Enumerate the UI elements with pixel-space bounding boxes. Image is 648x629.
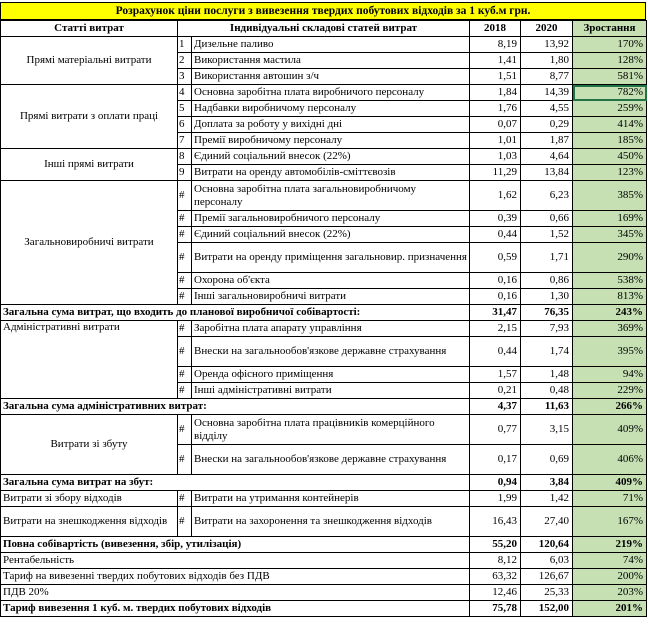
row-item[interactable]: Внески на загальнообов'язкове державне страхування (192, 445, 470, 475)
value-2020[interactable]: 0,66 (521, 211, 573, 227)
value-2018[interactable]: 1,57 (470, 367, 521, 383)
value-growth[interactable]: 259% (573, 101, 647, 117)
value-growth[interactable]: 538% (573, 273, 647, 289)
value-growth[interactable]: 203% (573, 585, 647, 601)
summary-row (1, 585, 647, 601)
value-2020[interactable]: 120,64 (521, 537, 573, 553)
full-cost-label[interactable]: Повна собівартість (вивезення, збір, утилізація) (1, 537, 470, 553)
value-2018[interactable]: 1,62 (470, 181, 521, 211)
value-2018[interactable]: 0,07 (470, 117, 521, 133)
value-growth[interactable]: 409% (573, 475, 647, 491)
value-2018[interactable]: 1,51 (470, 69, 521, 85)
row-item[interactable]: Основна заробітна плата загальновиробничому персоналу (192, 181, 470, 211)
table-row (1, 37, 647, 53)
value-2020[interactable]: 3,84 (521, 475, 573, 491)
tariff-no-vat-label[interactable]: Тариф на вивезенні твердих побутових відходів без ПДВ (1, 569, 470, 585)
value-growth[interactable]: 813% (573, 289, 647, 305)
value-2018[interactable]: 63,32 (470, 569, 521, 585)
value-2018[interactable]: 0,21 (470, 383, 521, 399)
row-item[interactable]: Використання мастила (192, 53, 470, 69)
group-other[interactable]: Інші прямі витрати (1, 149, 178, 181)
value-2020[interactable]: 1,42 (521, 491, 573, 507)
row-item[interactable]: Заробітна плата апарату управління (192, 321, 470, 337)
row-index[interactable]: 5 (178, 101, 192, 117)
row-item[interactable]: Надбавки виробничому персоналу (192, 101, 470, 117)
value-2018[interactable]: 2,15 (470, 321, 521, 337)
value-growth[interactable]: 201% (573, 601, 647, 617)
value-2018[interactable]: 0,59 (470, 243, 521, 273)
value-2020[interactable]: 8,77 (521, 69, 573, 85)
table-row (1, 85, 647, 101)
cost-calculation-sheet (0, 2, 646, 617)
row-item[interactable]: Витрати на оренду автомобілів-сміттєвозів (192, 165, 470, 181)
row-item[interactable]: Витрати на оренду приміщення загальновир. призначення (192, 243, 470, 273)
total-row (1, 601, 647, 617)
value-growth[interactable]: 414% (573, 117, 647, 133)
value-2020[interactable]: 1,71 (521, 243, 573, 273)
table-row (1, 491, 647, 507)
total-sales-label[interactable]: Загальна сума витрат на збут: (1, 475, 470, 491)
value-2020[interactable]: 27,40 (521, 507, 573, 537)
row-item[interactable]: Витрати на захоронення та знешкодження відходів (192, 507, 470, 537)
value-growth[interactable]: 123% (573, 165, 647, 181)
value-2020[interactable]: 11,63 (521, 399, 573, 415)
value-2018[interactable]: 0,39 (470, 211, 521, 227)
value-2018[interactable]: 55,20 (470, 537, 521, 553)
group-material[interactable]: Прямі матеріальні витрати (1, 37, 178, 85)
total-production-label[interactable]: Загальна сума витрат, що входить до планової виробничої собівартості: (1, 305, 470, 321)
table-row (1, 321, 647, 337)
group-collection[interactable]: Витрати зі збору відходів (1, 491, 178, 507)
value-2020[interactable]: 25,33 (521, 585, 573, 601)
table-row (1, 507, 647, 537)
value-2020[interactable]: 1,48 (521, 367, 573, 383)
value-growth[interactable]: 369% (573, 321, 647, 337)
value-2020[interactable]: 126,67 (521, 569, 573, 585)
header-2020[interactable]: 2020 (521, 21, 573, 37)
total-row (1, 537, 647, 553)
value-2020[interactable]: 1,80 (521, 53, 573, 69)
row-index[interactable]: # (178, 383, 192, 399)
value-2020[interactable]: 13,92 (521, 37, 573, 53)
value-2018[interactable]: 0,44 (470, 227, 521, 243)
row-item[interactable]: Витрати на утримання контейнерів (192, 491, 470, 507)
row-index[interactable]: # (178, 337, 192, 367)
row-item[interactable]: Премії виробничому персоналу (192, 133, 470, 149)
row-index[interactable]: # (178, 243, 192, 273)
value-growth[interactable]: 219% (573, 537, 647, 553)
value-2020[interactable]: 14,39 (521, 85, 573, 101)
value-2018[interactable]: 0,77 (470, 415, 521, 445)
sheet-title[interactable]: Розрахунок ціни послуги з вивезення твердих побутових відходів за 1 куб.м грн. (0, 2, 646, 20)
row-index[interactable]: 2 (178, 53, 192, 69)
value-growth[interactable]: 345% (573, 227, 647, 243)
row-item[interactable]: Інші загальновиробничі витрати (192, 289, 470, 305)
row-index[interactable]: # (178, 273, 192, 289)
header-articles[interactable]: Статті витрат (1, 21, 178, 37)
value-2020[interactable]: 4,64 (521, 149, 573, 165)
value-growth[interactable]: 94% (573, 367, 647, 383)
value-growth[interactable]: 185% (573, 133, 647, 149)
header-row (1, 21, 647, 37)
profitability-label[interactable]: Рентабельність (1, 553, 470, 569)
total-row (1, 305, 647, 321)
value-growth-selected[interactable]: 782% (573, 85, 647, 101)
row-index[interactable]: # (178, 491, 192, 507)
row-item[interactable]: Охорона об'єкта (192, 273, 470, 289)
value-2020[interactable]: 13,84 (521, 165, 573, 181)
row-index[interactable]: 8 (178, 149, 192, 165)
value-2018[interactable]: 0,17 (470, 445, 521, 475)
row-item[interactable]: Основна заробітна плата виробничого персоналу (192, 85, 470, 101)
value-2020[interactable]: 4,55 (521, 101, 573, 117)
group-admin[interactable]: Адміністративні витрати (1, 321, 178, 399)
row-item[interactable]: Єдиний соціальний внесок (22%) (192, 227, 470, 243)
row-item[interactable]: Використання автошин з/ч (192, 69, 470, 85)
row-index[interactable]: 4 (178, 85, 192, 101)
value-2020[interactable]: 76,35 (521, 305, 573, 321)
value-2018[interactable]: 1,03 (470, 149, 521, 165)
row-index[interactable]: # (178, 181, 192, 211)
row-item[interactable]: Інші адміністративні витрати (192, 383, 470, 399)
value-2020[interactable]: 6,23 (521, 181, 573, 211)
group-general[interactable]: Загальновиробничі витрати (1, 181, 178, 305)
value-growth[interactable]: 243% (573, 305, 647, 321)
value-2018[interactable]: 16,43 (470, 507, 521, 537)
value-2018[interactable]: 1,99 (470, 491, 521, 507)
row-item[interactable]: Доплата за роботу у вихідні дні (192, 117, 470, 133)
value-growth[interactable]: 170% (573, 37, 647, 53)
row-index[interactable]: # (178, 445, 192, 475)
total-admin-label[interactable]: Загальна сума адміністративних витрат: (1, 399, 470, 415)
vat-label[interactable]: ПДВ 20% (1, 585, 470, 601)
row-item[interactable]: Внески на загальнообов'язкове державне страхування (192, 337, 470, 367)
value-growth[interactable]: 409% (573, 415, 647, 445)
value-growth[interactable]: 406% (573, 445, 647, 475)
value-growth[interactable]: 128% (573, 53, 647, 69)
value-2018[interactable]: 0,44 (470, 337, 521, 367)
value-2018[interactable]: 4,37 (470, 399, 521, 415)
value-growth[interactable]: 229% (573, 383, 647, 399)
group-sales[interactable]: Витрати зі збуту (1, 415, 178, 475)
row-item[interactable]: Оренда офісного приміщення (192, 367, 470, 383)
value-2018[interactable]: 1,41 (470, 53, 521, 69)
value-growth[interactable]: 581% (573, 69, 647, 85)
value-2020[interactable]: 152,00 (521, 601, 573, 617)
value-2018[interactable]: 0,16 (470, 273, 521, 289)
cost-table (0, 20, 647, 617)
table-row (1, 149, 647, 165)
value-growth[interactable]: 385% (573, 181, 647, 211)
value-growth[interactable]: 74% (573, 553, 647, 569)
value-growth[interactable]: 71% (573, 491, 647, 507)
value-2018[interactable]: 75,78 (470, 601, 521, 617)
value-growth[interactable]: 395% (573, 337, 647, 367)
value-2018[interactable]: 1,84 (470, 85, 521, 101)
value-2018[interactable]: 1,76 (470, 101, 521, 117)
row-index[interactable]: # (178, 289, 192, 305)
value-growth[interactable]: 167% (573, 507, 647, 537)
row-index[interactable]: # (178, 415, 192, 445)
row-index[interactable]: # (178, 321, 192, 337)
tariff-label[interactable]: Тариф вивезення 1 куб. м. твердих побутових відходів (1, 601, 470, 617)
row-item[interactable]: Основна заробітна плата працівників комерційного відділу (192, 415, 470, 445)
row-item[interactable]: Єдиний соціальний внесок (22%) (192, 149, 470, 165)
value-2020[interactable]: 0,69 (521, 445, 573, 475)
table-row (1, 181, 647, 211)
summary-row (1, 569, 647, 585)
value-growth[interactable]: 266% (573, 399, 647, 415)
table-row (1, 415, 647, 445)
row-index[interactable]: 6 (178, 117, 192, 133)
value-growth[interactable]: 200% (573, 569, 647, 585)
group-labor[interactable]: Прямі витрати з оплати праці (1, 85, 178, 149)
value-2020[interactable]: 0,29 (521, 117, 573, 133)
row-index[interactable]: 3 (178, 69, 192, 85)
total-row (1, 399, 647, 415)
value-2018[interactable]: 11,29 (470, 165, 521, 181)
value-2020[interactable]: 1,74 (521, 337, 573, 367)
value-2018[interactable]: 12,46 (470, 585, 521, 601)
row-index[interactable]: # (178, 507, 192, 537)
value-2020[interactable]: 0,86 (521, 273, 573, 289)
value-2020[interactable]: 7,93 (521, 321, 573, 337)
row-item[interactable]: Дизельне паливо (192, 37, 470, 53)
value-2020[interactable]: 1,52 (521, 227, 573, 243)
row-index[interactable]: 1 (178, 37, 192, 53)
header-2018[interactable]: 2018 (470, 21, 521, 37)
value-2018[interactable]: 1,01 (470, 133, 521, 149)
header-growth[interactable]: Зростання (573, 21, 647, 37)
value-growth[interactable]: 290% (573, 243, 647, 273)
value-2020[interactable]: 3,15 (521, 415, 573, 445)
value-2018[interactable]: 0,94 (470, 475, 521, 491)
value-2020[interactable]: 0,48 (521, 383, 573, 399)
row-index[interactable]: 7 (178, 133, 192, 149)
value-growth[interactable]: 169% (573, 211, 647, 227)
value-2020[interactable]: 1,30 (521, 289, 573, 305)
value-2018[interactable]: 8,19 (470, 37, 521, 53)
group-disposal[interactable]: Витрати на знешкодження відходів (1, 507, 178, 537)
total-row (1, 475, 647, 491)
header-components[interactable]: Індивідуальні складові статей витрат (178, 21, 470, 37)
row-index[interactable]: # (178, 211, 192, 227)
value-growth[interactable]: 450% (573, 149, 647, 165)
summary-row (1, 553, 647, 569)
row-index[interactable]: # (178, 227, 192, 243)
value-2018[interactable]: 8,12 (470, 553, 521, 569)
row-index[interactable]: 9 (178, 165, 192, 181)
value-2020[interactable]: 1,87 (521, 133, 573, 149)
value-2018[interactable]: 0,16 (470, 289, 521, 305)
row-item[interactable]: Премії загальновиробничого персоналу (192, 211, 470, 227)
row-index[interactable]: # (178, 367, 192, 383)
value-2018[interactable]: 31,47 (470, 305, 521, 321)
value-2020[interactable]: 6,03 (521, 553, 573, 569)
